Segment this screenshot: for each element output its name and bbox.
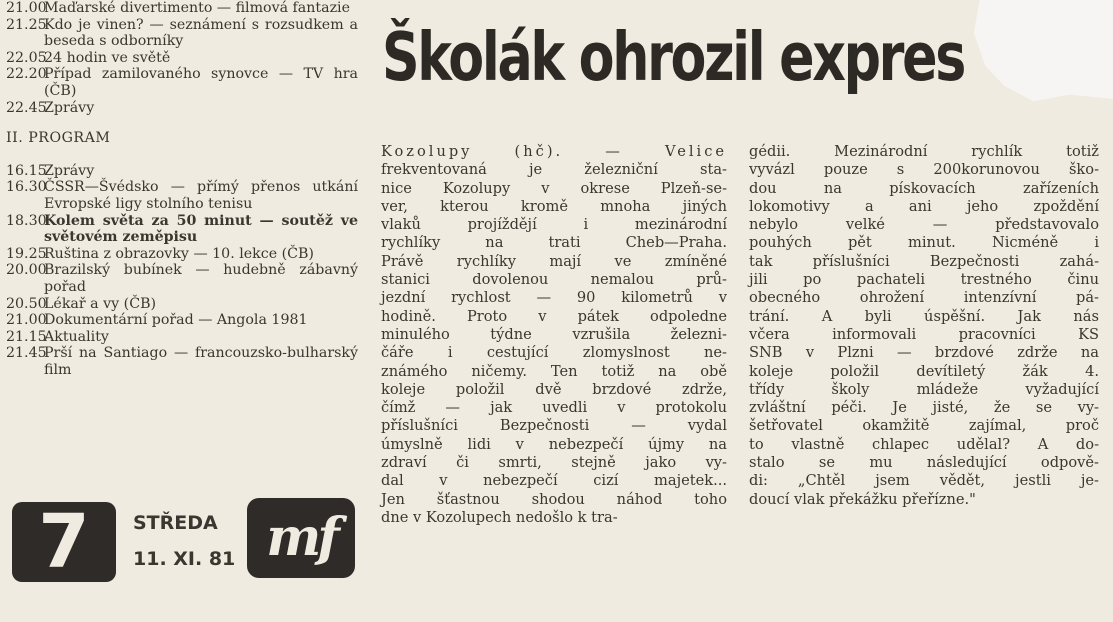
article-line: dne v Kozolupech nedošlo k tra-	[381, 508, 618, 526]
tv-entry-time: 21.45	[6, 345, 47, 362]
day-number-box: 7	[12, 502, 116, 582]
article-line: stalo se mu následující odpově-	[749, 454, 1099, 472]
article-line: úmyslně lidi v nebezpečí újmy na	[381, 435, 727, 453]
tv-entry-title: Lékař a vy (ČB)	[44, 295, 157, 312]
article-line: vlaků projíždějí i mezinárodní	[381, 216, 727, 234]
article-line: tak příslušníci Bezpečnosti zahá-	[749, 252, 1099, 270]
article-line: příslušníci Bezpečnosti — vydal	[381, 417, 727, 435]
tv-entry	[6, 17, 358, 50]
tv-entry	[6, 329, 358, 346]
tv-entry-time: 16.30	[6, 179, 47, 196]
tv-entry	[6, 345, 358, 378]
tv-entry-time: 22.05	[6, 49, 47, 66]
tv-program-column	[6, 0, 358, 378]
tv-entry-title: 24 hodin ve světě	[44, 49, 171, 66]
article-line: lokomotivy a ani jeho zpoždění	[749, 197, 1099, 215]
tv-entry-title: ČSSR—Švédsko — přímý přenos utkání Evropské ligy stolního tenisu	[44, 179, 358, 212]
article-line: dou na pískovacích zařízeních	[749, 179, 1099, 197]
date-label: 11. XI. 81	[133, 548, 236, 570]
tv-entry-title: Prší na Santiago — francouzsko-bulharský film	[44, 345, 358, 378]
article-line: třídy školy mládeže vyžadující	[749, 380, 1099, 398]
article-column-1	[381, 143, 727, 527]
article-line: di: „Chtěl jsem vědět, jestli je-	[749, 472, 1099, 490]
article-column-2	[749, 143, 1099, 509]
tv-program-heading: II. PROGRAM	[6, 130, 111, 147]
tv-entry-time: 18.30	[6, 212, 47, 229]
article-line: minulého týdne vzrušila železni-	[381, 325, 727, 343]
article-line: nebylo velké — představovalo	[749, 216, 1099, 234]
article-line: zvláštní péči. Je jisté, že se vy-	[749, 399, 1099, 417]
tv-entry-time: 22.45	[6, 99, 47, 116]
tv-entry-title: Ruština z obrazovky — 10. lekce (ČB)	[44, 245, 314, 262]
tv-entry	[6, 312, 358, 329]
tv-entry	[6, 100, 358, 117]
article-line: známého ničemy. Ten totiž na obě	[381, 362, 727, 380]
article-line: dal v nebezpečí cizí majetek...	[381, 472, 727, 490]
article-line: Jen šťastnou shodou náhod toho	[381, 490, 727, 508]
tv-entry-time: 21.25	[6, 16, 47, 33]
tv-entry-title: Dokumentární pořad — Angola 1981	[44, 312, 308, 329]
article-line: stanici dovolenou nemalou prů-	[381, 271, 727, 289]
tv-entry-time: 22.20	[6, 66, 47, 83]
tv-entry	[6, 179, 358, 212]
article-line: Právě rychlíky mají ve zmíněné	[381, 252, 727, 270]
tv-entry-time: 21.00	[6, 0, 47, 16]
tv-entry-time: 19.25	[6, 245, 47, 262]
article-line: šetřovatel okamžitě zajímal, proč	[749, 417, 1099, 435]
tv-entry-time: 21.15	[6, 328, 47, 345]
tv-entry-time: 20.00	[6, 262, 47, 279]
tv-entry	[6, 163, 358, 180]
tv-entry-title: Kolem světa za 50 minut — soutěž ve světovém zeměpisu	[44, 212, 358, 246]
tv-entry	[6, 50, 358, 67]
article-line: trání. A byli úspěšní. Jak nás	[749, 307, 1099, 325]
article-line: frekventovaná je železniční sta-	[381, 161, 727, 179]
tv-program-second	[6, 163, 358, 379]
tv-entry	[6, 0, 358, 17]
article-line: koleje položil dvě brzdové zdrže,	[381, 380, 727, 398]
article-line: zdraví či smrti, stejně jako vy-	[381, 454, 727, 472]
mf-logo: mf	[247, 498, 355, 578]
tv-entry	[6, 262, 358, 295]
tv-entry-time: 21.00	[6, 312, 47, 329]
article-line: doucí vlak překážku přeřízne."	[749, 490, 976, 508]
article-line: čáře i cestující zlomyslnost ne-	[381, 344, 727, 362]
tv-entry	[6, 246, 358, 263]
article-line: vyvázl pouze s 200korunovou ško-	[749, 161, 1099, 179]
tv-entry	[6, 296, 358, 313]
tv-entry-title: Případ zamilovaného synovce — TV hra (ČB)	[44, 66, 358, 99]
tv-entry-time: 20.50	[6, 295, 47, 312]
tv-entry-title: Kdo je vinen? — seznámení s rozsudkem a beseda s odborníky	[44, 16, 358, 50]
article-line: koleje položil devítiletý žák 4.	[749, 362, 1099, 380]
tv-entry-time: 16.15	[6, 162, 47, 179]
tv-entry-title: Brazilský bubínek — hudebně zábavný pořad	[44, 262, 358, 295]
article-line: pouhých pět minut. Nicméně i	[749, 234, 1099, 252]
article-line: nice Kozolupy v okrese Plzeň-se-	[381, 179, 727, 197]
article-line: ver, kterou kromě mnoha jiných	[381, 197, 727, 215]
article-line: obecného ohrožení intenzívní pá-	[749, 289, 1099, 307]
weekday-label: STŘEDA	[133, 512, 218, 534]
torn-paper-edge	[968, 0, 1113, 110]
tv-entry-title: Aktuality	[44, 328, 109, 345]
article-line: čímž — jak uvedli v protokolu	[381, 399, 727, 417]
article-line: včera informovali pracovníci KS	[749, 325, 1099, 343]
article-line: SNB v Plzni — brzdové zdrže na	[749, 344, 1099, 362]
article-line: rychlíky na trati Cheb—Praha.	[381, 234, 727, 252]
article-line: Kozolupy (hč). — Velice	[381, 143, 727, 160]
article-line: gédii. Mezinárodní rychlík totiž	[749, 143, 1099, 160]
tv-entry-title: Maďarské divertimento — filmová fantazie	[44, 0, 350, 16]
article-line: to vlastně chlapec udělal? A do-	[749, 435, 1099, 453]
article-line: jezdní rychlost — 90 kilometrů v	[381, 289, 727, 307]
article-line: jili po pachateli trestného činu	[749, 271, 1099, 289]
tv-entry-title: Zprávy	[44, 99, 95, 116]
article-headline: Školák ohrozil expres	[382, 18, 964, 96]
tv-entry-title: Zprávy	[44, 162, 95, 179]
tv-entry	[6, 66, 358, 99]
article-line: hodině. Proto v pátek odpoledne	[381, 307, 727, 325]
tv-entry	[6, 213, 358, 246]
tv-program-first	[6, 0, 358, 116]
